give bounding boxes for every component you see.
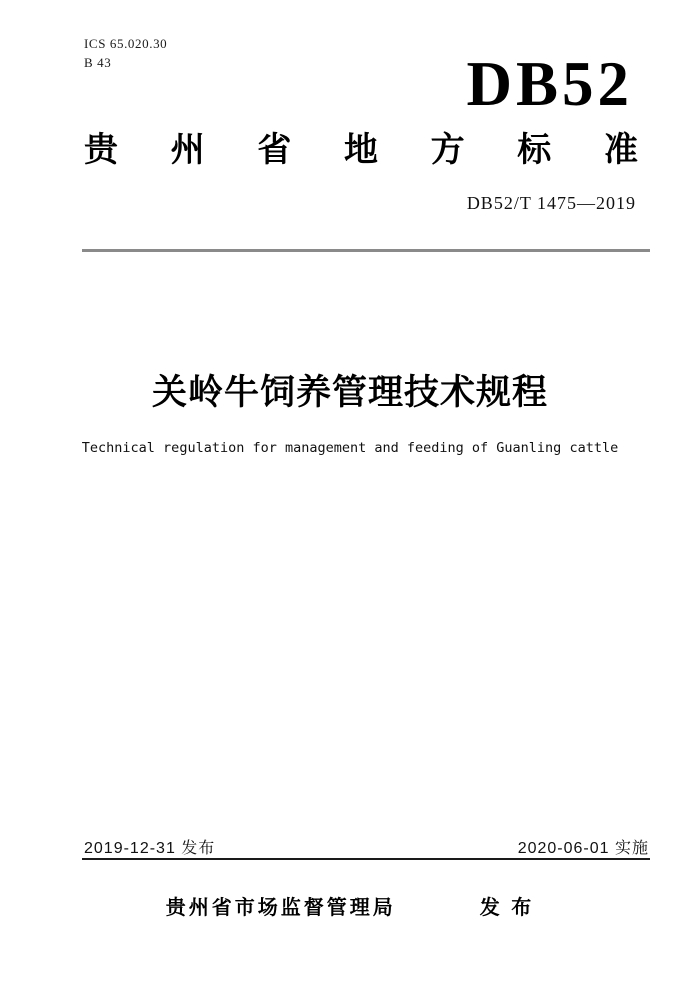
ics-block: [84, 34, 167, 72]
doc-class-code: B 43: [84, 55, 112, 70]
document-title-cn: 关岭牛饲养管理技术规程: [151, 373, 548, 412]
issuer-row: [0, 894, 700, 922]
implement-date: 2020-06-01 实施: [517, 840, 649, 857]
header-divider: [82, 249, 650, 252]
db52-logo: DB52: [466, 49, 633, 119]
footer-divider: [82, 858, 650, 860]
issuing-authority: 贵州省市场监督管理局: [165, 897, 396, 919]
ics-code: ICS 65.020.30: [84, 36, 168, 51]
issue-date: 2019-12-31 发布: [84, 840, 216, 857]
publish-label: 发 布: [479, 897, 535, 919]
standard-type-title: 贵 州 省 地 方 标 准: [84, 131, 638, 169]
date-row: [84, 838, 649, 859]
standard-number: DB52/T 1475—2019: [466, 193, 636, 213]
document-title-en: Technical regulation for management and feeding of Guanling cattle: [81, 440, 619, 456]
